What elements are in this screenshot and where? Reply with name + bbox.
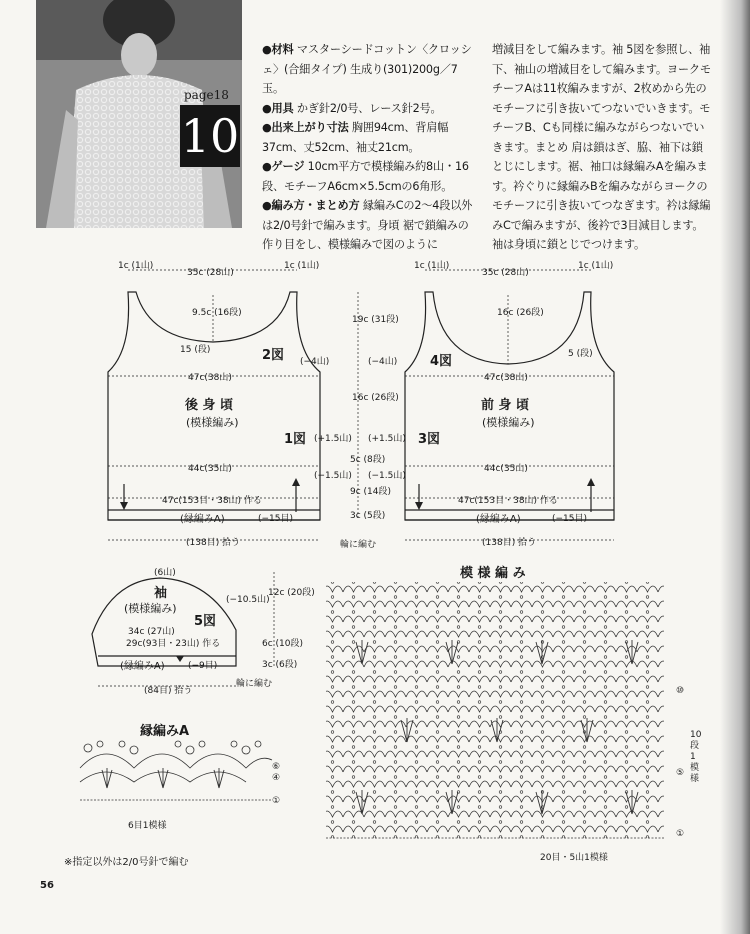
page-label: page18: [184, 88, 229, 102]
front-shoulder-left: 1c (1山): [414, 261, 450, 271]
sleeve-subtitle: (模様編み): [124, 602, 177, 615]
instructions-column-2: 増減目をして編みます。袖 5図を参照し、袖下、袖山の増減目をして編みます。ヨークモチーフAは11枚編みますが、2枚めから先のモチーフに引き抜いてつないでいきます。モチーフB、Cも同様に編みながらつないでいきます。まとめ 肩は鎖はぎ、脇、袖下は鎖とじにします。裾、袖口は縁編みAを編みます。衿ぐりに縁編みBを編みながらヨークのモチーフに引き抜いてつなぎます。衿は縁編みCで編みますが、後衿で3目減目します。袖は身頃に鎖とじでつけます。: [492, 43, 711, 251]
front-top-width: 35c (28山): [482, 268, 529, 278]
materials-line: ●材料 マスターシードコットン〈クロッシェ〉(合細タイプ) 生成り(301)200g／7玉。: [262, 43, 472, 95]
front-arm-dec: (−4山): [368, 357, 398, 367]
back-hem: 47c(153目・38山) 作る: [162, 496, 262, 506]
back-top-width: 35c (28山): [187, 268, 234, 278]
center-h4: 9c (14段): [350, 487, 392, 497]
sleeve-top: (6山): [154, 568, 176, 578]
back-chest: 47c(38山): [188, 373, 232, 383]
back-fig-upper: 2図: [262, 348, 285, 363]
main-pattern-title: 模 様 編 み: [460, 566, 526, 581]
edging-a-repeat: 6目1模様: [128, 821, 167, 831]
front-pickup: (138目) 拾う: [482, 538, 537, 548]
front-fig-upper: 4図: [430, 354, 453, 369]
main-side-label: 10段1模様: [690, 730, 702, 784]
front-shoulder-right: 1c (1山): [578, 261, 614, 271]
sleeve-cap-dec: (−10.5山): [226, 595, 270, 605]
sleeve-border-dec: (−9目): [188, 661, 218, 671]
back-subtitle: (模様編み): [186, 416, 239, 429]
method-line: ●編み方・まとめ方 縁編みCの2〜4段以外は2/0号針で編みます。身頃 裾で鎖編みの作り目をし、模様編みで図のように: [262, 199, 473, 251]
sleeve-fig: 5図: [194, 614, 217, 629]
sleeve-lower-height: 6c (10段): [262, 639, 304, 649]
edging-a-chart: [76, 736, 296, 822]
back-border-dec: (−15目): [258, 514, 294, 524]
main-row-1: ①: [676, 829, 685, 839]
front-neck-depth: 16c (26段): [497, 308, 544, 318]
center-inc1: (+1.5山): [314, 434, 352, 444]
center-dec1: (−1.5山): [314, 471, 352, 481]
center-h2: 16c (26段): [352, 393, 399, 403]
page-gutter-shadow: [720, 0, 750, 934]
pattern-number-badge: 10: [180, 105, 240, 167]
back-fig-lower: 1図: [284, 432, 307, 447]
page-number: 56: [40, 880, 54, 891]
front-chest: 47c(38山): [484, 373, 528, 383]
sleeve-cast: 29c(93目・23山) 作る: [126, 639, 221, 649]
edging-a-row-6: ⑥: [272, 762, 281, 772]
front-hem: 47c(153目・38山) 作る: [458, 496, 558, 506]
front-border-dec: (−15目): [552, 514, 588, 524]
center-h1: 19c (31段): [352, 315, 399, 325]
back-shoulder-left: 1c (1山): [118, 261, 154, 271]
sleeve-width: 34c (27山): [128, 627, 175, 637]
tools-line: ●用具 かぎ針2/0号、レース針2号。: [262, 101, 442, 115]
gauge-line: ●ゲージ 10cm平方で模様編み約8山・16段、モチーフA6cm×5.5cmの6角形。: [262, 160, 469, 193]
front-fig-lower: 3図: [418, 432, 441, 447]
front-border: (縁編みA): [476, 514, 521, 525]
front-title: 前 身 頃: [481, 398, 530, 413]
back-title: 後 身 頃: [185, 398, 234, 413]
sleeve-note: 輪に編む: [236, 679, 273, 689]
size-line: ●出来上がり寸法 胸囲94cm、背肩幅37cm、丈52cm、袖丈21cm。: [262, 121, 449, 154]
front-subtitle: (模様編み): [482, 416, 535, 429]
main-repeat: 20目・5山1模様: [540, 853, 608, 863]
back-shoulder-right: 1c (1山): [284, 261, 320, 271]
main-pattern-chart: [322, 578, 672, 858]
main-row-10: ⑩: [676, 686, 685, 696]
sleeve-cap-height: 12c (20段): [268, 588, 315, 598]
back-arm-depth: 15 (段): [180, 345, 211, 355]
back-neck-depth: 9.5c (16段): [192, 308, 242, 318]
back-arm-dec: (−4山): [300, 357, 330, 367]
center-h3: 5c (8段): [350, 455, 386, 465]
footer-note: ※指定以外は2/0号針で編む: [64, 857, 189, 868]
sleeve-cuff-height: 3c (6段): [262, 660, 298, 670]
center-note: 輪に編む: [340, 540, 377, 550]
center-h5: 3c (5段): [350, 511, 386, 521]
edging-a-title: 縁編みA: [140, 724, 190, 739]
edging-a-row-1: ①: [272, 796, 281, 806]
back-waist: 44c(35山): [188, 464, 232, 474]
center-dec2: (−1.5山): [368, 471, 406, 481]
front-arm-depth: 5 (段): [568, 349, 593, 359]
sleeve-pickup: (84目) 拾う: [144, 686, 193, 696]
edging-a-row-4: ④: [272, 773, 281, 783]
front-waist: 44c(35山): [484, 464, 528, 474]
sleeve-title: 袖: [154, 586, 168, 601]
main-row-5: ⑤: [676, 768, 685, 778]
back-pickup: (138目) 拾う: [186, 538, 241, 548]
sleeve-border: (縁編みA): [120, 661, 165, 672]
center-inc2: (+1.5山): [368, 434, 406, 444]
back-border: (縁編みA): [180, 514, 225, 525]
